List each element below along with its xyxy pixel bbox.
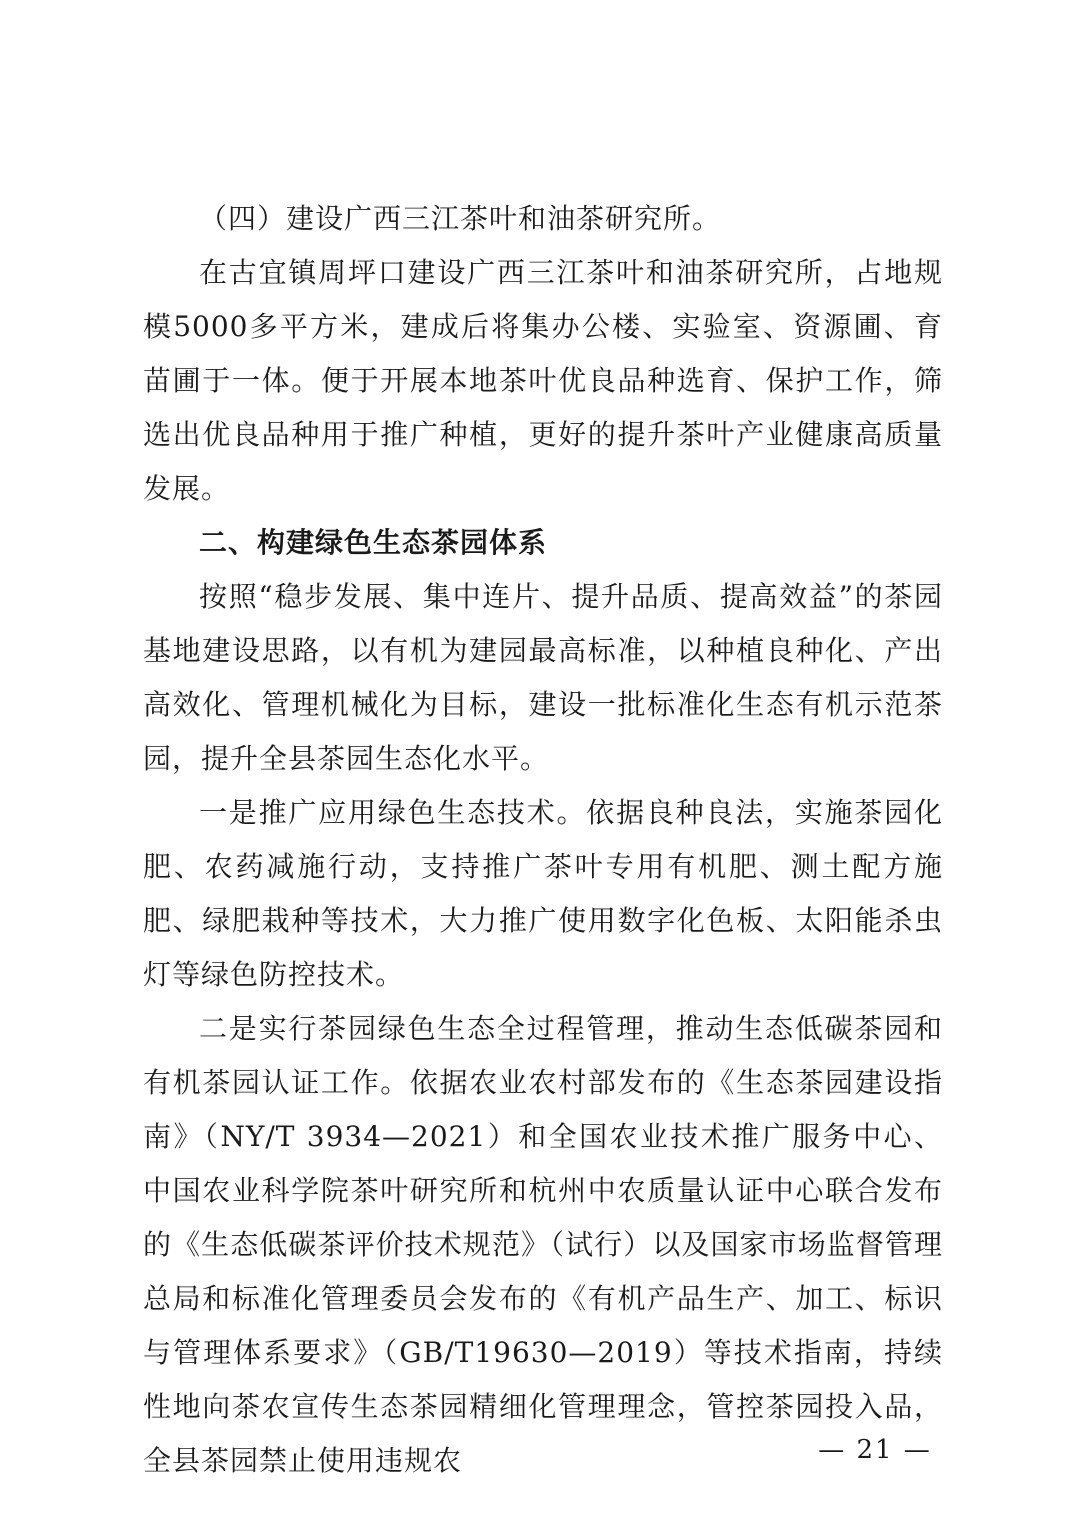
paragraph-process-management: 二是实行茶园绿色生态全过程管理，推动生态低碳茶园和有机茶园认证工作。依据农业农村部发布的《生态茶园建设指南》（NY/T 3934—2021）和全国农业技术推广服务中心、中国农业科学院茶叶研究所和杭州中农质量认证中心联合发布的《生态低碳茶评价技术规范》（试行）以及国家市场监督管理总局和标准化管理委员会发布的《有机产品生产、加工、标识与管理体系要求》（GB/T19630—2019）等技术指南，持续性地向茶农宣传生态茶园精细化管理理念，管控茶园投入品，全县茶园禁止使用违规农 — [143, 1012, 943, 1477]
page-number: — 21 — — [818, 1435, 932, 1465]
section-heading-green-tea-garden: 二、构建绿色生态茶园体系 — [199, 526, 548, 559]
paragraph-construction-approach: 按照“稳步发展、集中连片、提升品质、提高效益”的茶园基地建设思路，以有机为建园最高标准，以种植良种化、产出高效化、管理机械化为目标，建设一批标准化生态有机示范茶园，提升全县茶园生态化水平。 — [143, 580, 943, 775]
subheading-research-institute: （四）建设广西三江茶叶和油茶研究所。 — [199, 202, 722, 235]
paragraph-green-technology: 一是推广应用绿色生态技术。依据良种良法，实施茶园化肥、农药减施行动，支持推广茶叶专用有机肥、测土配方施肥、绿肥栽种等技术，大力推广使用数字化色板、太阳能杀虫灯等绿色防控技术。 — [143, 796, 943, 991]
paragraph-institute-details: 在古宜镇周坪口建设广西三江茶叶和油茶研究所，占地规模5000多平方米，建成后将集办公楼、实验室、资源圃、育苗圃于一体。便于开展本地茶叶优良品种选育、保护工作，筛选出优良品种用于推广种植，更好的提升茶叶产业健康高质量发展。 — [143, 256, 943, 505]
document-body — [143, 192, 943, 1488]
